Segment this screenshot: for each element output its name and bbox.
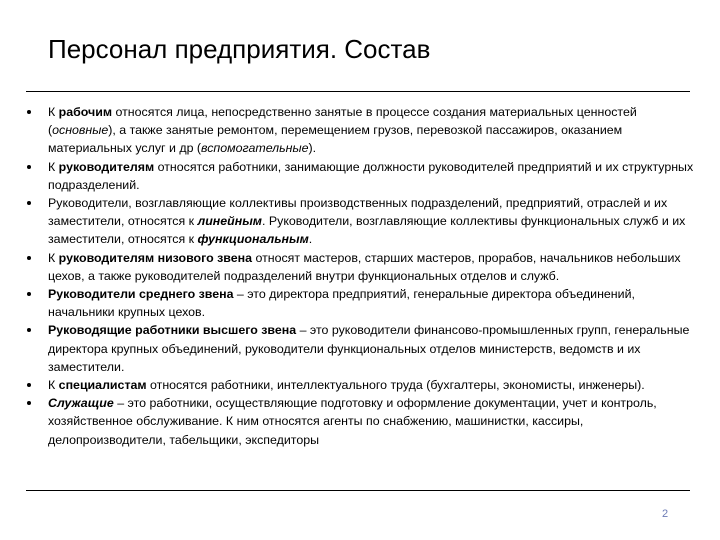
term-specialists: специалистам <box>58 378 147 393</box>
bullet-icon <box>27 201 31 205</box>
bullet-icon <box>27 383 31 387</box>
term-linear: линейным <box>197 214 262 229</box>
term-functional: функциональным <box>197 232 309 247</box>
item-text: относятся работники, интеллектуального труда (бухгалтеры, экономисты, инженеры). <box>146 378 645 393</box>
item-text: – это руководители финансово-промышленных групп, генеральные директора крупных объединений, руководители функциональных отделов министерств, ведомств и их заместители. <box>48 323 690 374</box>
list-item <box>22 394 694 449</box>
bullet-icon <box>27 165 31 169</box>
term-employees: Служащие <box>48 396 114 411</box>
bullet-icon <box>27 110 31 114</box>
list-item <box>22 194 694 249</box>
item-text: К <box>48 105 59 119</box>
item-text: . Руководители, возглавляющие коллективы функциональных служб и их заместители, относятся к <box>48 214 686 247</box>
item-text: К <box>48 378 59 393</box>
item-text: К <box>48 250 59 265</box>
item-text: относятся работники, занимающие должности руководителей предприятий и их структурных подразделений. <box>48 159 694 192</box>
bullet-list <box>22 103 694 449</box>
item-text: относят мастеров, старших мастеров, прорабов, начальников небольших цехов, а также руководителей подразделений внутри функциональных отделов и служб. <box>48 250 681 283</box>
page-number: 2 <box>662 508 669 520</box>
list-item <box>22 376 694 394</box>
item-text: – это работники, осуществляющие подготовку и оформление документации, учет и контроль, хозяйственное обслуживание. К ним относятся агенты по снабжению, машинистки, кассиры, делопроизводители, табельщики, экспедиторы <box>48 396 657 447</box>
page-title: Персонал предприятия. Состав <box>48 34 431 64</box>
bullet-icon <box>27 328 31 332</box>
top-divider <box>26 91 690 92</box>
list-item <box>22 321 694 376</box>
term-main: основные <box>52 123 109 138</box>
list-item <box>22 103 694 158</box>
term-workers: рабочим <box>58 105 113 119</box>
item-text: ). <box>308 141 317 156</box>
item-text: – это директора предприятий, генеральные директора объединений, начальники крупных цехов. <box>48 287 635 320</box>
item-text: относятся лица, непосредственно занятые в процессе создания материальных ценностей ( <box>48 105 637 138</box>
term-lower-level: руководителям низового звена <box>58 250 253 265</box>
term-top-level: Руководящие работники высшего звена <box>48 323 297 338</box>
bullet-icon <box>27 292 31 296</box>
term-managers: руководителям <box>58 159 155 174</box>
list-item <box>22 158 694 194</box>
term-middle-level: Руководители среднего звена <box>48 287 234 302</box>
item-text: . <box>308 232 313 247</box>
list-item <box>22 249 694 285</box>
bullet-icon <box>27 401 31 405</box>
item-text: К <box>48 159 59 174</box>
item-text: ), а также занятые ремонтом, перемещением грузов, перевозкой пассажиров, оказанием материальных услуг и др ( <box>48 123 623 156</box>
bullet-icon <box>27 256 31 260</box>
item-text: Руководители, возглавляющие коллективы производственных подразделений, предприятий, отраслей и их заместители, относятся к <box>48 196 668 229</box>
bottom-divider <box>26 490 690 491</box>
list-item <box>22 285 694 321</box>
term-auxiliary: вспомогательные <box>201 141 309 156</box>
